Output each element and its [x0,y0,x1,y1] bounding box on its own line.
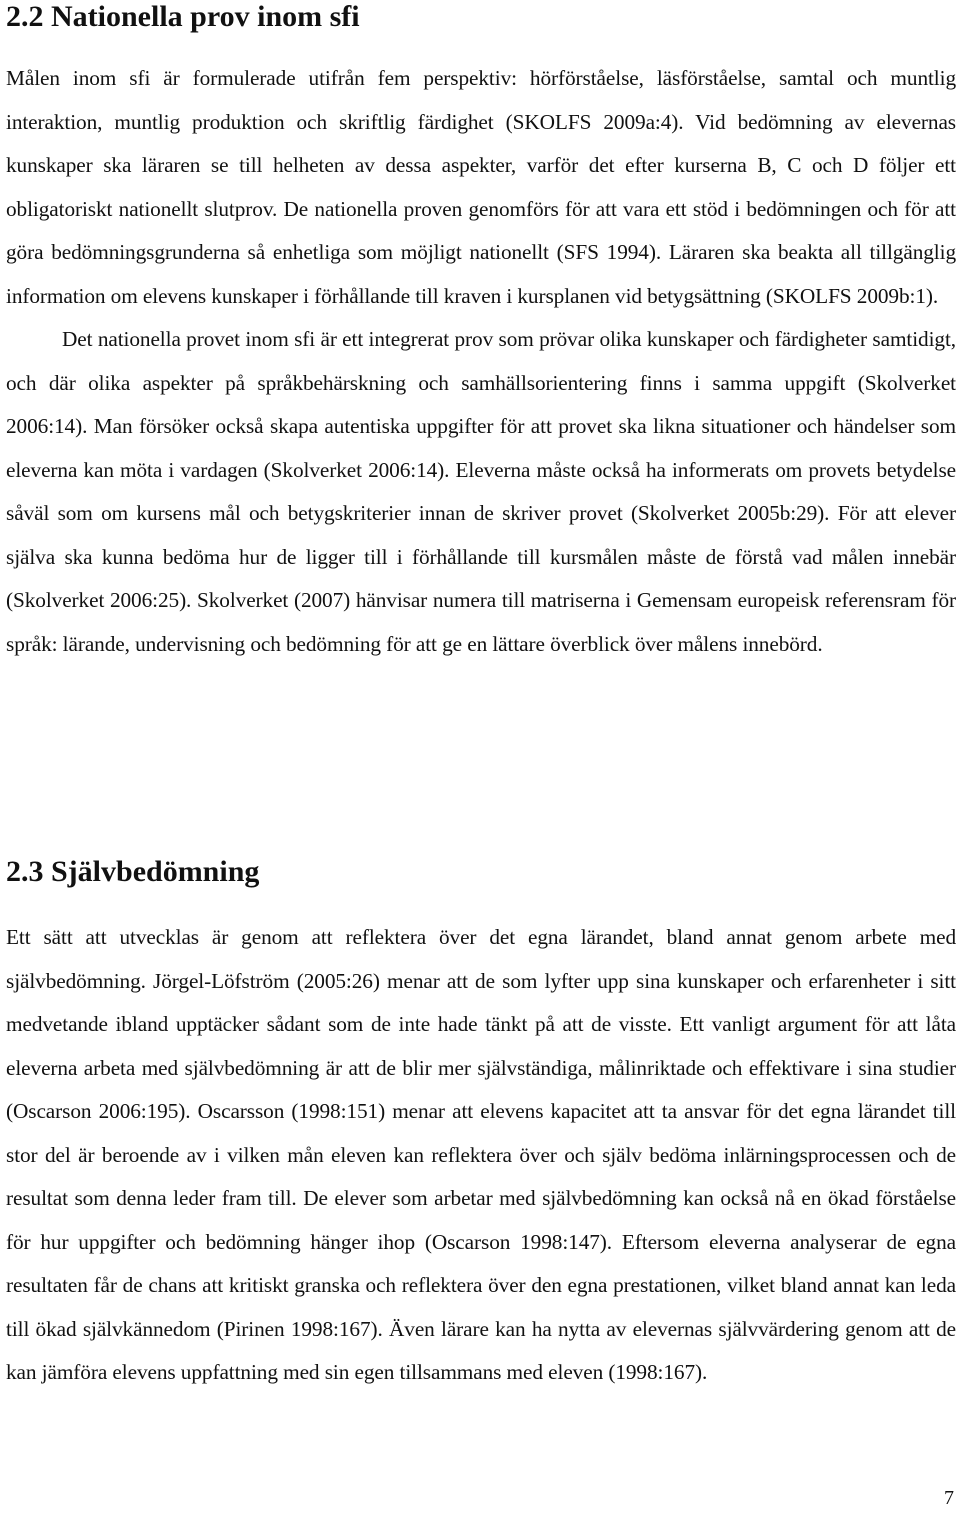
paragraph: Det nationella provet inom sfi är ett integrerat prov som prövar olika kunskaper och färdigheter samtidigt, och där olika aspekter på språkbehärskning och samhällsorientering finns i samma uppgift (Skolverket 2006:14). Man försöker också skapa autentiska uppgifter för att provet ska likna situationer och händelser som eleverna kan möta i vardagen (Skolverket 2006:14). Eleverna måste också ha informerats om provets betydelse såväl som om kursens mål och betygskriterier innan de skriver provet (Skolverket 2005b:29). För att elever själva ska kunna bedöma hur de ligger till i förhållande till kursmålen måste de förstå vad målen innebär (Skolverket 2006:25). Skolverket (2007) hänvisar numera till matriserna i Gemensam europeisk referensram för språk: lärande, undervisning och bedömning för att ge en lättare överblick över målens innebörd. [6,327,956,656]
paragraph: Ett sätt att utvecklas är genom att reflektera över det egna lärandet, bland annat genom arbete med självbedömning. Jörgel-Löfström (2005:26) menar att de som lyfter upp sina kunskaper och erfarenheter i sitt medvetande ibland upptäcker sådant som de inte hade tänkt på att de visste. Ett vanligt argument för att låta eleverna arbeta med självbedömning är att de blir mer självständiga, målinriktade och effektivare i sina studier (Oscarson 2006:195). Oscarsson (1998:151) menar att elevens kapacitet att ta ansvar för det egna lärandet till stor del är beroende av i vilken mån eleven kan reflektera över och själv bedöma inlärningsprocessen och de resultat som denna leder fram till. De elever som arbetar med självbedömning kan också nå en ökad förståelse för hur uppgifter och bedömning hänger ihop (Oscarson 1998:147). Eftersom eleverna analyserar de egna resultaten får de chans att kritiskt granska och reflektera över den egna prestationen, vilket bland annat kan leda till ökad självkännedom (Pirinen 1998:167). Även lärare kan ha nytta av elevernas självvärdering genom att de kan jämföra elevens uppfattning med sin egen tillsammans med eleven (1998:167). [6,925,956,1384]
section-heading-2-2: 2.2 Nationella prov inom sfi [6,0,360,33]
page-number: 7 [944,1487,954,1509]
paragraph: Målen inom sfi är formulerade utifrån fem perspektiv: hörförståelse, läsförståelse, samtal och muntlig interaktion, muntlig produktion och skriftlig färdighet (SKOLFS 2009a:4). Vid bedömning av elevernas kunskaper ska läraren se till helheten av dessa aspekter, varför det efter kurserna B, C och D följer ett obligatoriskt nationellt slutprov. De nationella proven genomförs för att vara ett stöd i bedömningen och för att göra bedömningsgrunderna så enhetliga som möjligt nationellt (SFS 1994). Läraren ska beakta all tillgänglig information om elevens kunskaper i förhållande till kraven i kursplanen vid betygsättning (SKOLFS 2009b:1). [6,66,956,308]
section-heading-2-3: 2.3 Självbedömning [6,855,260,888]
section-body-2-2 [6,57,956,666]
section-body-2-3 [6,916,956,1395]
